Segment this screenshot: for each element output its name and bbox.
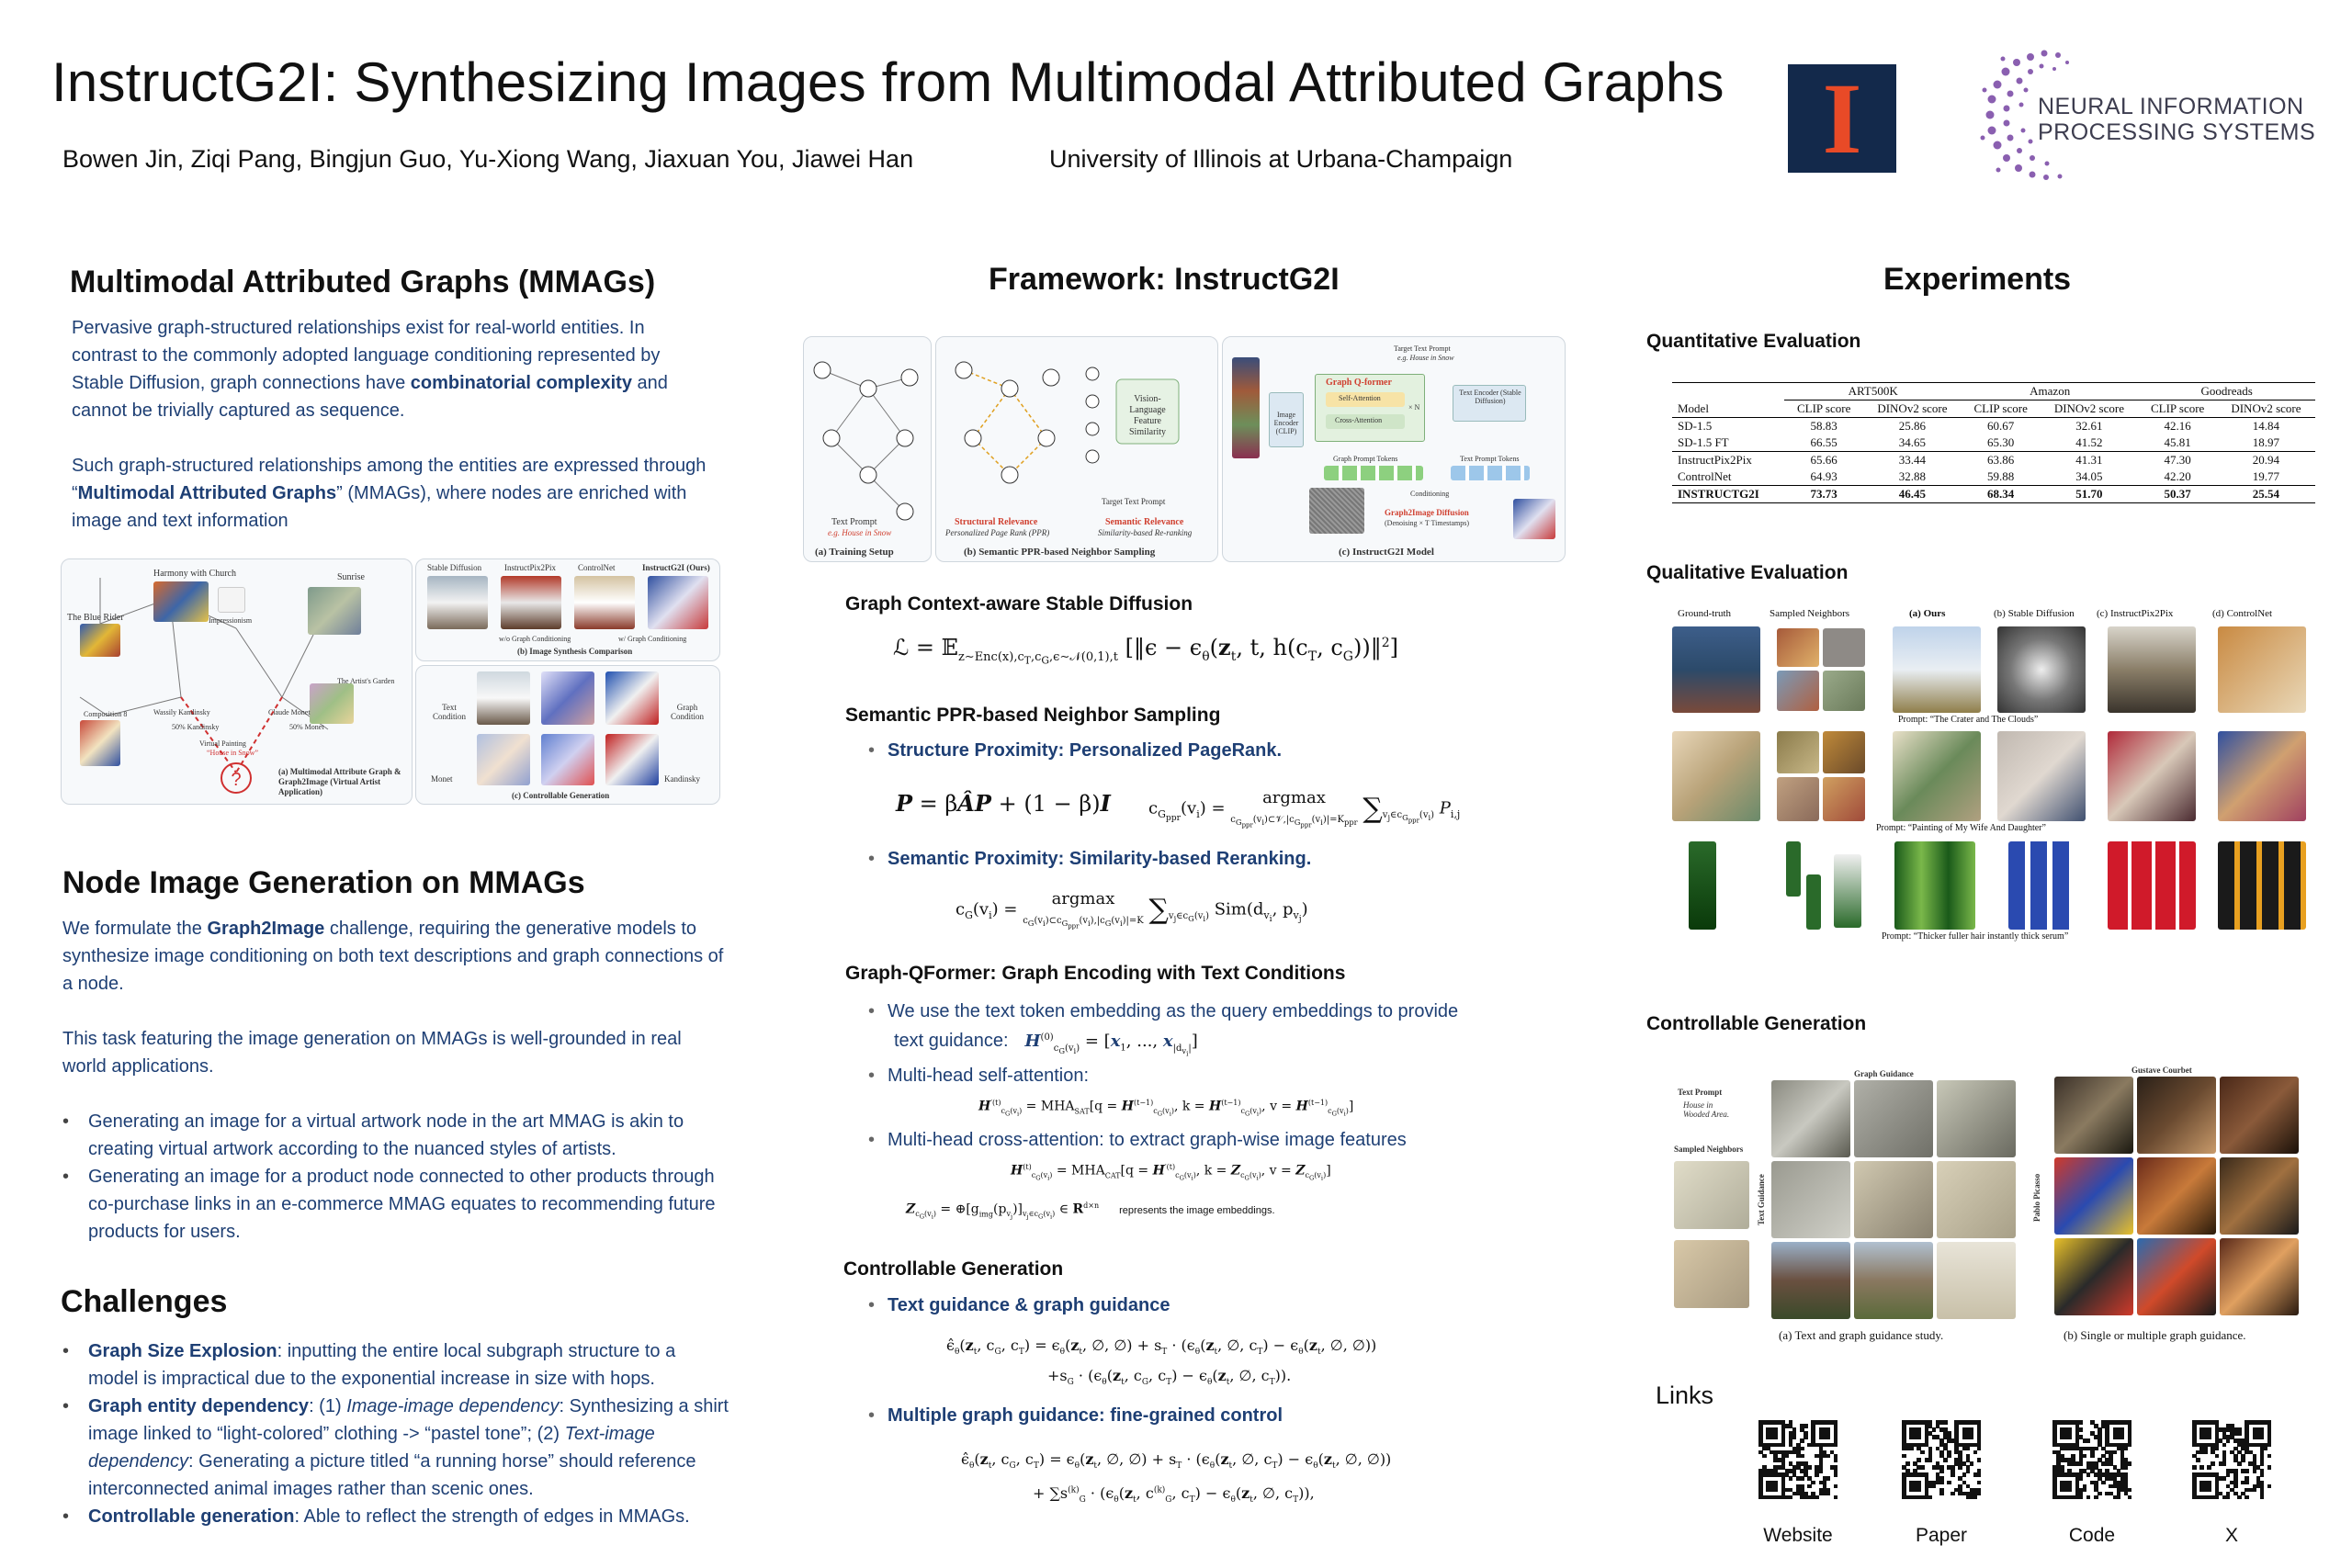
mmag-heading: Multimodal Attributed Graphs (MMAGs) [70, 265, 656, 299]
training-setup-figure: Text Prompt e.g. House in Snow (a) Training Setup [803, 336, 932, 562]
self-attention-bullet: • Multi-head self-attention: [868, 1066, 1090, 1086]
mmag-paragraph-1: Pervasive graph-structured relationships exist for real-world entities. In contrast to the commonly adopted language conditioning represented by Stable Diffusion, graph connections have combinatorial complexity and cannot be trivially captured as sequence. [72, 318, 668, 421]
list-item: • Graph entity dependency: (1) Image-image dependency: Synthesizing a shirt image linked to “light-colored” clothing -> “pastel tone”; (2) Text-image dependency: Generating a picture titled “a running horse” should reference interconnected animal images rather than scenic ones. [62, 1393, 729, 1503]
multi-guidance-equation: $\epsilon̂_\theta(z_t$, $c_G$, $c_T) = \epsilon_\theta(z_t$, ∅, ∅) + $s_T \cdot (\epsilon_\theta(z_t$, ∅, $c_T) - \epsilon_\theta(z_t$, ∅, ∅)) + $\sum s^{(k)}_G \cdot (\epsilon_\theta(z_t$, $c^{(k)}_G$, $c_T) - \epsilon_\theta(z_t$, ∅, $c_T$)), [961, 1450, 1392, 1505]
synthesis-comparison-figure: Stable Diffusion InstructPix2Pix ControlNet InstructG2I (Ours) w/o Graph Conditioning w/ Graph Conditioning (b) Image Synthesis Comparison [415, 558, 720, 661]
x-link[interactable]: X [2224, 1525, 2238, 1546]
challenges-bullets [62, 1337, 729, 1530]
controllable-generation-figure: Text Condition Graph Condition Monet Kandinsky (c) Controllable Generation [415, 665, 720, 805]
self-attention-equation: $H^{'(t)}_{c_G(v_i)} = MHA_{SAT}[q = H^{(t-1)}_{c_G(v_i)}$, $k = H^{(t-1)}_{c_G(v_i)}$, $v = H^{(t-1)}_{c_G(v_i)}$] [978, 1099, 1354, 1119]
poster-title: InstructG2I: Synthesizing Images from Multimodal Attributed Graphs [51, 51, 1724, 113]
list-item: • Generating an image for a virtual artwork node in the art MMAG is akin to creating virtual artwork according to the nuanced styles of artists. [62, 1108, 724, 1163]
uiuc-logo: I [1788, 64, 1896, 173]
table-row: InstructPix2Pix 65.66 33.44 63.86 41.31 47.30 20.94 [1678, 453, 2280, 467]
links-heading: Links [1656, 1382, 1714, 1409]
ppr-argmax-equation: $c_{G_{ppr}}(v_i) = argmax$ $c_{G_{ppr}}(v_i)\subset 𝒱,|c_{G_{ppr}}(v_i)|=K_{ppr}$ $\sum_{v_j\in c_{G_{ppr}}(v_i)}$ $P_{i,j}$ [1148, 788, 1461, 829]
rerank-equation: $c_G(v_i) = argmax$ $c_G(v_i)\subset c_{G_{ppr}}(v_i),|c_G(v_i)|=K$ $\sum_{v_j\in c_G(v_i)}$ $Sim(d_{v_i}$, $p_{v_j}$) [956, 889, 1308, 931]
cross-attention-bullet: • Multi-head cross-attention: to extract graph-wise image features [868, 1130, 1407, 1150]
nodegen-paragraph-2: This task featuring the image generation on MMAGs is well-grounded in real world applications. [62, 1029, 682, 1077]
affiliation: University of Illinois at Urbana-Champaign [1049, 145, 1513, 173]
code-link[interactable]: Code [2068, 1525, 2116, 1546]
table-row: ControlNet 64.93 32.88 59.88 34.05 42.20 19.77 [1672, 468, 2315, 486]
table-row: SD-1.5 58.83 25.86 60.67 32.61 42.16 14.84 [1678, 419, 2280, 433]
controllable-subheading: Controllable Generation [843, 1258, 1064, 1280]
structure-proximity-bullet: • Structure Proximity: Personalized PageRank. [868, 740, 1283, 761]
diffusion-loss-equation: ℒ = 𝔼$_{z\sim Enc(x),c_T,c_G,\epsilon\sim 𝒩(0,1),t}$ [‖ϵ − $\epsilon_\theta(z_t$, t, $h(c_T$, $c_G))‖^2$] [893, 634, 1399, 667]
list-item: • Controllable generation: Able to reflect the strength of edges in MMAGs. [62, 1503, 729, 1530]
nodegen-heading: Node Image Generation on MMAGs [62, 865, 585, 900]
list-item: • Graph Size Explosion: inputting the entire local subgraph structure to a model is impractical due to the exponential increase in size with hops. [62, 1337, 729, 1393]
text-graph-guidance-bullet: • Text guidance & graph guidance [868, 1295, 1170, 1315]
website-link[interactable]: Website [1763, 1525, 1833, 1546]
image-embedding-equation: $Z_{c_G(v_i)}$ = $\oplus[g_{img}(p_{v_j})]_{v_j\in c_G(v_i)}$ ∈ $R^{d\times n}$ represents the image embeddings. [906, 1201, 1275, 1222]
multiple-guidance-bullet: • Multiple graph guidance: fine-grained control [868, 1405, 1283, 1426]
nodegen-bullets [62, 1108, 724, 1246]
paper-link[interactable]: Paper [1915, 1525, 1968, 1546]
diffusion-subheading: Graph Context-aware Stable Diffusion [845, 593, 1193, 615]
authors: Bowen Jin, Ziqi Pang, Bingjun Guo, Yu-Xiong Wang, Jiaxuan You, Jiawei Han [62, 145, 914, 173]
text-guidance-line: text guidance: $H^{(0)}_{c_G(v_i)} = [x_1$, ..., $x_{|d_{v_i}|}$] [894, 1031, 1198, 1058]
table-row: SD-1.5 FT 66.55 34.65 65.30 41.52 45.81 18.97 [1672, 434, 2315, 452]
qualitative-subheading: Qualitative Evaluation [1646, 562, 1849, 583]
x-qr-code[interactable] [2192, 1420, 2271, 1499]
controllable-exp-figure: Text Prompt House in Wooded Area. Sampled Neighbors Graph Guidance Text Guidance (a) Text and graph guidance study. Gustave Courbet Pablo Picasso (b) Single or multiple graph guidance. [1668, 1066, 2321, 1352]
mmag-graph-figure: ? Harmony with Church The Blue Rider Impressionism Sunrise Composition 8 Wassily Kandinsky Claude Monet The Artist's Garden Virtual Painting “House in Snow” 50% Kandinsky 50% Monet (a) Multimodal Attribute Graph & Graph2Image (Virtual Artist Application) [61, 558, 413, 805]
results-table: ART500K Amazon Goodreads Model CLIP score DINOv2 score CLIP score DINOv2 score CLIP score DINOv2 score SD-1.5 58.83 25.86 60.67 32.61 42.16 14.84 SD-1.5 FT 66.55 34.65 65.30 41.52 45.81 18.97 InstructPix2Pix 65.66 33.44 63.86 41.31 47.30 20.94 ControlNet 64.93 32.88 59.88 34.05 42.20 19.77 INSTRUCTG2I 73.73 46.45 68.34 51.70 50.37 25.54 [1672, 382, 2315, 503]
qformer-subheading: Graph-QFormer: Graph Encoding with Text Conditions [845, 963, 1346, 984]
framework-heading: Framework: InstructG2I [989, 262, 1340, 297]
neighbor-sampling-figure: Vision-Language Feature Similarity Target Text Prompt Structural Relevance Personalized Page Rank (PPR) Semantic Relevance Similarity-based Re-ranking (b) Semantic PPR-based Neighbor Sampling [935, 336, 1218, 562]
qualitative-figure: Ground-truth Sampled Neighbors (a) Ours (b) Stable Diffusion (c) InstructPix2Pix (d) ControlNet Prompt: “The Crater and The Clouds” Prompt: “Painting of My Wife And Daughter” Prompt: “Thicker fuller hair instantly thick serum” [1668, 606, 2321, 992]
cross-attention-equation: $H^{(t)}_{c_G(v_i)} = MHA_{CAT}[q = H^{'(t)}_{c_G(v_i)}$, $k = Z_{c_G(v_i)}$, $v = Z_{c_G(v_i)}$] [1011, 1163, 1331, 1183]
website-qr-code[interactable] [1758, 1420, 1838, 1499]
quantitative-subheading: Quantitative Evaluation [1646, 331, 1861, 352]
challenges-heading: Challenges [61, 1284, 228, 1319]
table-row: INSTRUCTG2I 73.73 46.45 68.34 51.70 50.37 25.54 [1672, 486, 2315, 503]
code-qr-code[interactable] [2052, 1420, 2132, 1499]
nodegen-paragraph-1: We formulate the Graph2Image challenge, requiring the generative models to synthesize image conditioning on both text descriptions and graph connections of a node. [62, 919, 724, 994]
ppr-equation: P = βÂP + (1 − β)I [896, 790, 1111, 817]
controllable-exp-subheading: Controllable Generation [1646, 1013, 1867, 1034]
neurips-text: NEURAL INFORMATION PROCESSING SYSTEMS [2038, 94, 2316, 145]
instructg2i-model-figure: Image Encoder (CLIP) Graph Q-former Self-Attention Cross-Attention × N Target Text Prompt e.g. House in Snow Text Encoder (Stable Diffusion) Graph Prompt Tokens Text Prompt Tokens Conditioning Graph2Image Diffusion (Denoising × T Timestamps) (c) InstructG2I Model [1222, 336, 1566, 562]
neurips-logo [1975, 46, 2324, 193]
semantic-proximity-bullet: • Semantic Proximity: Similarity-based Reranking. [868, 849, 1312, 869]
ppr-subheading: Semantic PPR-based Neighbor Sampling [845, 705, 1221, 726]
svg-text:?: ? [231, 770, 242, 790]
mmag-paragraph-2: Such graph-structured relationships among the entities are expressed through “Multimodal Attributed Graphs” (MMAGs), where nodes are enriched with image and text information [72, 456, 707, 531]
paper-qr-code[interactable] [1902, 1420, 1981, 1499]
list-item: • Generating an image for a product node connected to other products through co-purchase links in an e-commerce MMAG equates to recommending future products for users. [62, 1163, 724, 1246]
experiments-heading: Experiments [1883, 262, 2072, 297]
query-embedding-bullet: • We use the text token embedding as the query embeddings to provide [868, 1001, 1459, 1021]
guidance-equation: $\epsilon̂_\theta(z_t$, $c_G$, $c_T) = \epsilon_\theta(z_t$, ∅, ∅) + $s_T \cdot (\epsilon_\theta(z_t$, ∅, $c_T) - \epsilon_\theta(z_t$, ∅, ∅)) $+s_G \cdot (\epsilon_\theta(z_t$, $c_G$, $c_T) - \epsilon_\theta(z_t$, ∅, $c_T$)). [946, 1337, 1377, 1388]
